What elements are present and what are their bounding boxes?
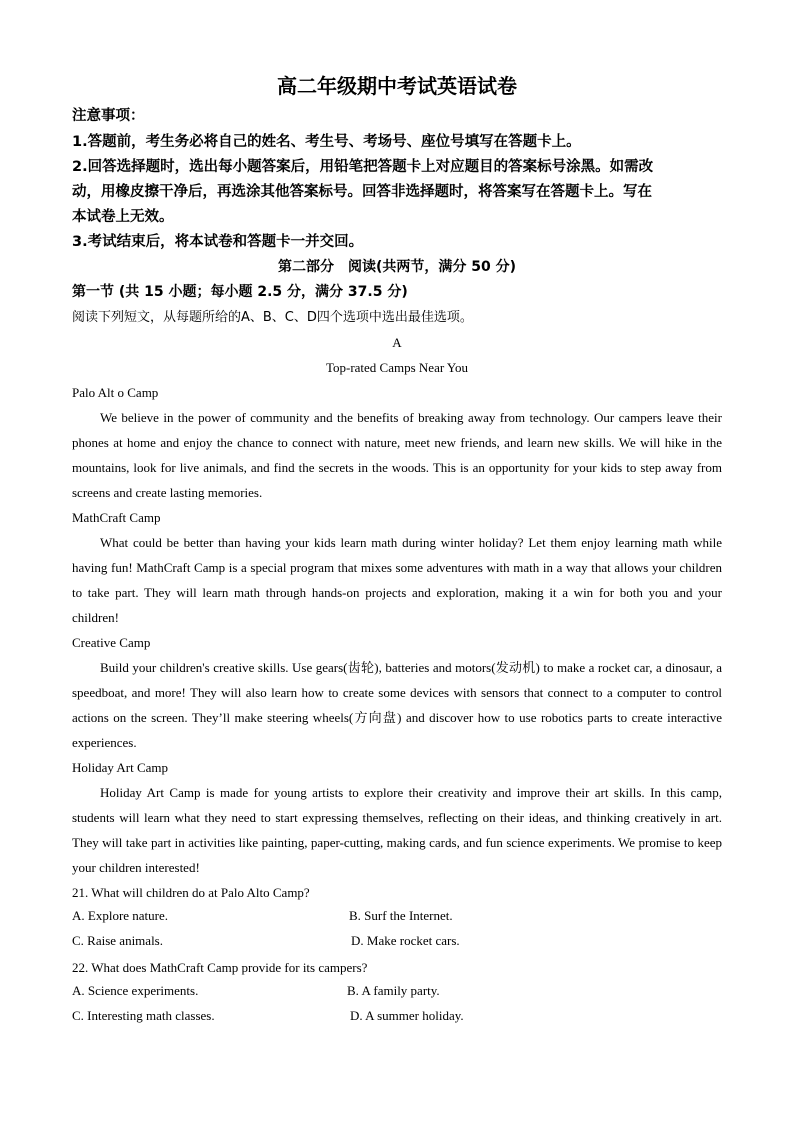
question-option: A. Science experiments. [72,983,199,998]
notice-item-3: 3.考试结束后，将本试卷和答题卡一并交回。 [72,234,364,250]
camp-name: MathCraft Camp [72,510,161,525]
camp-description: Holiday Art Camp is made for young artists to explore their creativity and improve their art skills. In this camp, students will learn what they need to start expressing themselves, reflecting on their ideas, and thinking creatively in art. They will take part in activities like painting, paper-cutting, making cards, and fun science experiments. We promise to keep your children interested! [72,785,722,875]
notice-item-1: 1.答题前，考生务必将自己的姓名、考生号、考场号、座位号填写在答题卡上。 [72,134,581,150]
question-option: D. A summer holiday. [350,1008,464,1023]
camp-name: Creative Camp [72,635,151,650]
instruction: 阅读下列短文，从每题所给的A、B、C、D四个选项中选出最佳选项。 [72,310,473,325]
notice-item-2-line-1: 2.回答选择题时，选出每小题答案后，用铅笔把答题卡上对应题目的答案标号涂黑。如需改 [72,159,654,175]
part-title: 第二部分 阅读(共两节，满分 50 分) [277,259,517,275]
question-option: C. Raise animals. [72,933,163,948]
question-option: A. Explore nature. [72,908,169,923]
question-option: D. Make rocket cars. [351,933,460,948]
question-option: B. Surf the Internet. [349,908,453,923]
question-stem: 22. What does MathCraft Camp provide for its campers? [72,960,368,975]
page-title: 高二年级期中考试英语试卷 [277,74,517,98]
camp-name: Palo Alt o Camp [72,385,159,400]
notice-heading: 注意事项： [72,108,145,124]
passage-title: Top-rated Camps Near You [325,360,469,375]
question-option: C. Interesting math classes. [72,1008,215,1023]
camp-description: Build your children's creative skills. Use gears(齿轮), batteries and motors(发动机) to make a rocket car, a dinosaur, a speedboat, and more! They will also learn how to create some devices with sensors that connect to a computer to control actions on the screen. They’ll make steering wheels(方向盘) and discover how to use robotics parts to create interactive experiences. [72,660,722,750]
subsection-title: 第一节 (共 15 小题；每小题 2.5 分，满分 37.5 分) [72,284,408,300]
camp-description: What could be better than having your kids learn math during winter holiday? Let them enjoy learning math while having fun! MathCraft Camp is a special program that mixes some adventures with math in a way that allows your children to take part. They will learn math through hands-on projects and exploration, making it a win for both you and your children! [72,535,722,625]
notice-item-2-line-2: 动，用橡皮擦干净后，再选涂其他答案标号。回答非选择题时，将答案写在答题卡上。写在 [72,184,652,200]
passage-letter: A [392,335,402,350]
question-stem: 21. What will children do at Palo Alto Camp? [72,885,310,900]
question-option: B. A family party. [347,983,440,998]
camp-name: Holiday Art Camp [72,760,169,775]
camp-description: We believe in the power of community and the benefits of breaking away from technology. Our campers leave their phones at home and enjoy the chance to connect with nature, meet new friends, and learn new skills. We will hike in the mountains, look for live animals, and find the secrets in the woods. This is an opportunity for your kids to step away from screens and create lasting memories. [72,410,722,500]
notice-item-2-line-3: 本试卷上无效。 [72,209,174,225]
